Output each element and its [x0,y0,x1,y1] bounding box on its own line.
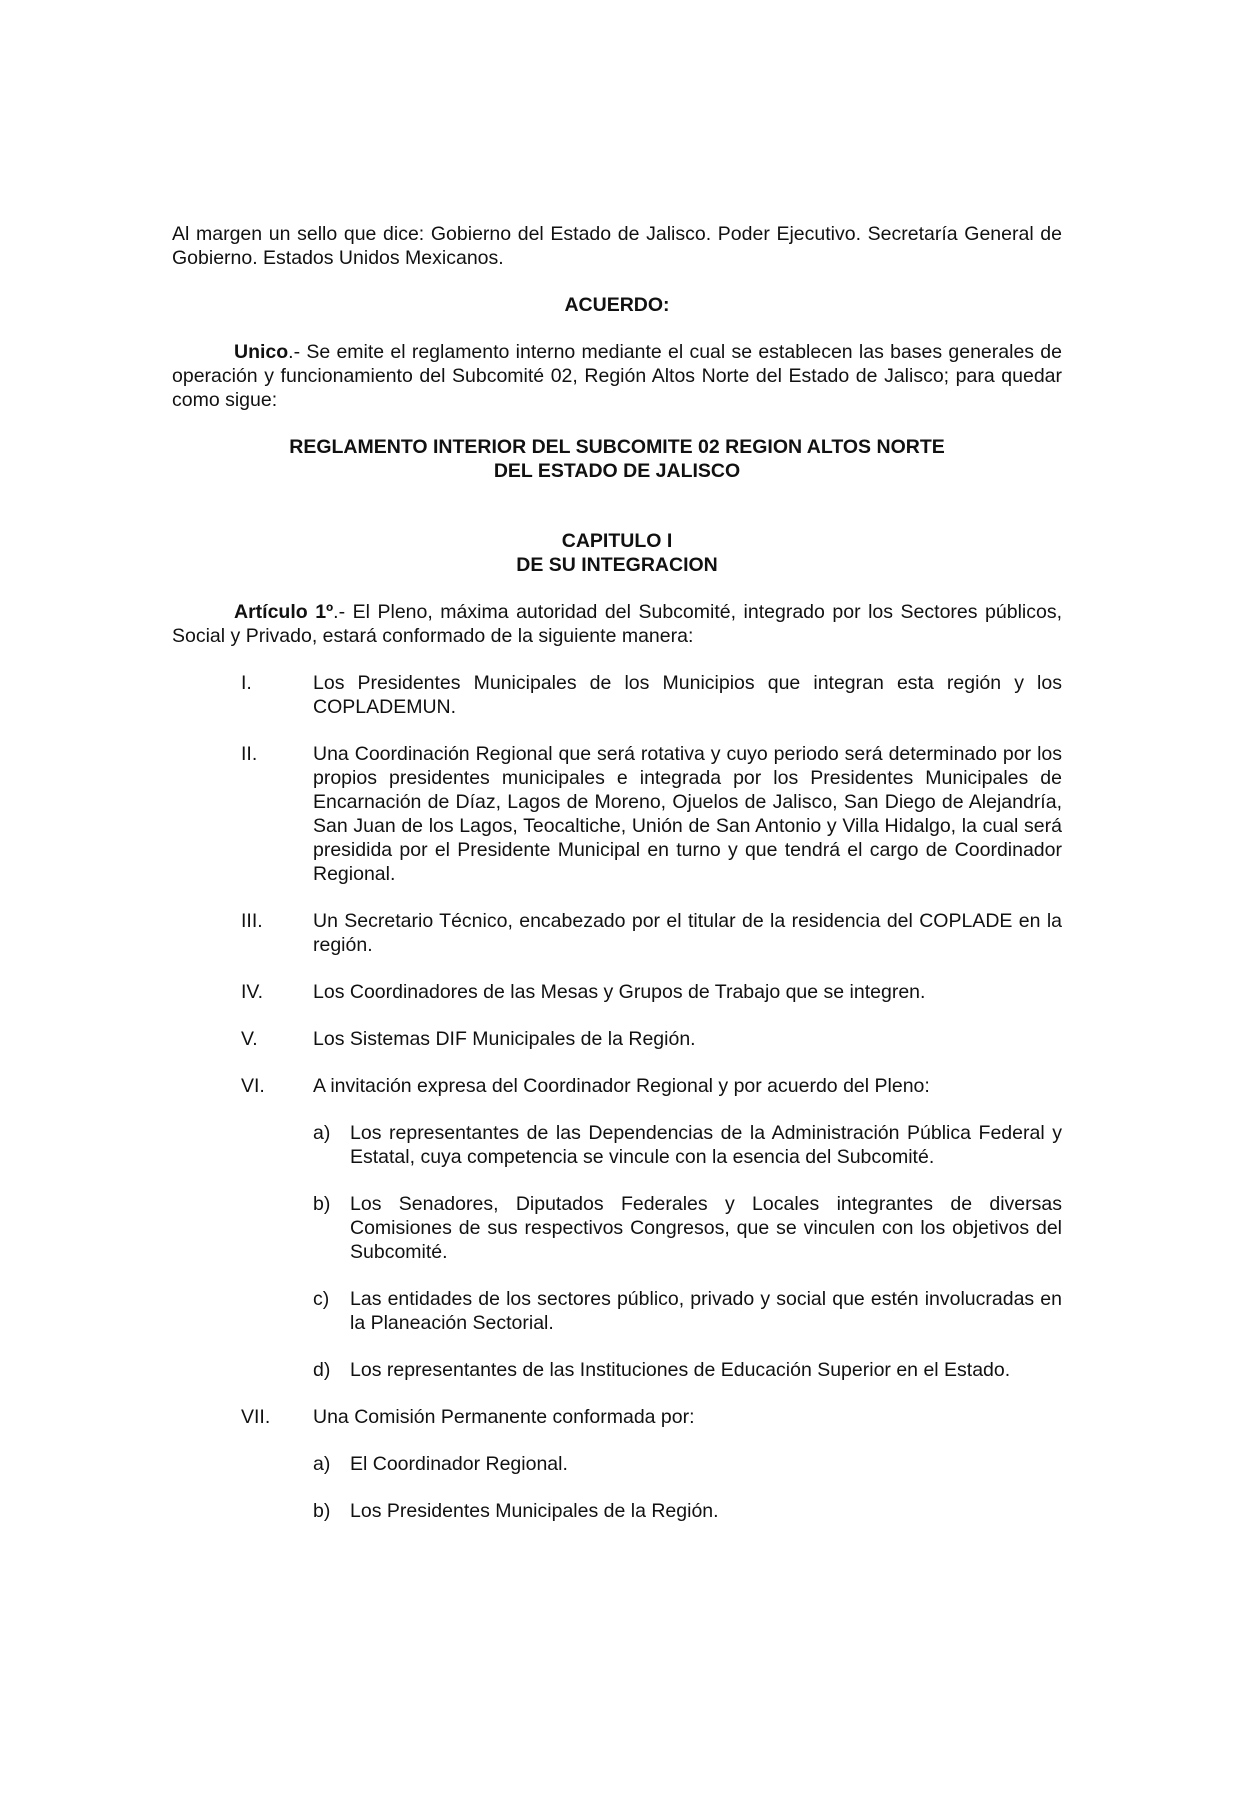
unico-text: .- Se emite el reglamento interno mediante el cual se establecen las bases generales de operación y funcionamiento del Subcomité 02, Región Altos Norte del Estado de Jalisco; para quedar como sigue: [172,341,1062,411]
sub-list-item [172,1192,1062,1264]
unico-label: Unico [234,341,289,363]
sub-list-item-text: Los representantes de las Instituciones de Educación Superior en el Estado. [350,1359,1011,1381]
acuerdo-heading: ACUERDO: [564,294,670,316]
list-item-text: Un Secretario Técnico, encabezado por el titular de la residencia del COPLADE en la región. [313,910,1062,956]
sub-list-item [172,1358,1062,1382]
sub-list-item-letter: c) [313,1288,330,1310]
list-item-number: II. [241,743,258,765]
articulo-1-text: .- El Pleno, máxima autoridad del Subcomité, integrado por los Sectores públicos, Social y Privado, estará conformado de la siguiente manera: [172,601,1062,647]
list-item-number: VI. [241,1075,265,1097]
list-item-text: Los Coordinadores de las Mesas y Grupos de Trabajo que se integren. [313,981,926,1003]
list-item [172,671,1062,719]
capitulo-name: DE SU INTEGRACION [516,554,718,576]
list-item-text: Los Presidentes Municipales de los Municipios que integran esta región y los COPLADEMUN. [313,672,1062,718]
sub-list-item-letter: b) [313,1500,331,1522]
reglamento-title-line2: DEL ESTADO DE JALISCO [493,460,741,482]
sub-list-item [172,1499,1062,1523]
list-item-number: III. [241,910,263,932]
unico-paragraph [172,340,1062,412]
articulo-1-paragraph [172,600,1062,648]
list-item-number: I. [241,672,252,694]
list-item-text: Una Comisión Permanente conformada por: [313,1406,695,1428]
sub-list-item-letter: d) [313,1359,331,1381]
sub-list-item-letter: a) [313,1453,331,1475]
list-item-text: A invitación expresa del Coordinador Regional y por acuerdo del Pleno: [313,1075,930,1097]
sub-list-item [172,1121,1062,1169]
list-item [172,742,1062,886]
reglamento-title-line1: REGLAMENTO INTERIOR DEL SUBCOMITE 02 REGION ALTOS NORTE [289,436,945,458]
sub-list-item-text: El Coordinador Regional. [350,1453,568,1475]
sub-list-item [172,1452,1062,1476]
list-item [172,1405,1062,1429]
list-item-number: IV. [241,981,264,1003]
sub-list-item-text: Los Presidentes Municipales de la Región. [350,1500,719,1522]
sub-list-item-text: Las entidades de los sectores público, privado y social que estén involucradas en la Planeación Sectorial. [350,1288,1062,1334]
sub-list-item-text: Los Senadores, Diputados Federales y Locales integrantes de diversas Comisiones de sus respectivos Congresos, que se vinculen con los objetivos del Subcomité. [350,1193,1062,1263]
sub-list-item-letter: a) [313,1122,331,1144]
list-item-text: Una Coordinación Regional que será rotativa y cuyo periodo será determinado por los propios presidentes municipales e integrada por los Presidentes Municipales de Encarnación de Díaz, Lagos de Moreno, Ojuelos de Jalisco, San Diego de Alejandría, San Juan de los Lagos, Teocaltiche, Unión de San Antonio y Villa Hidalgo, la cual será presidida por el Presidente Municipal en turno y que tendrá el cargo de Coordinador Regional. [313,743,1062,885]
list-item [172,980,1062,1004]
list-item-number: V. [241,1028,258,1050]
capitulo-label: CAPITULO I [561,530,673,552]
document-page [172,222,1062,1523]
list-item [172,909,1062,957]
sub-list-item-letter: b) [313,1193,331,1215]
seal-paragraph: Al margen un sello que dice: Gobierno del Estado de Jalisco. Poder Ejecutivo. Secretaría General de Gobierno. Estados Unidos Mexicanos. [172,223,1062,269]
list-item-text: Los Sistemas DIF Municipales de la Región. [313,1028,696,1050]
list-item [172,1074,1062,1098]
articulo-1-label: Artículo 1º [234,601,334,623]
sub-list-item [172,1287,1062,1335]
sub-list-item-text: Los representantes de las Dependencias de la Administración Pública Federal y Estatal, cuya competencia se vincule con la esencia del Subcomité. [350,1122,1062,1168]
list-item-number: VII. [241,1406,271,1428]
list-item [172,1027,1062,1051]
